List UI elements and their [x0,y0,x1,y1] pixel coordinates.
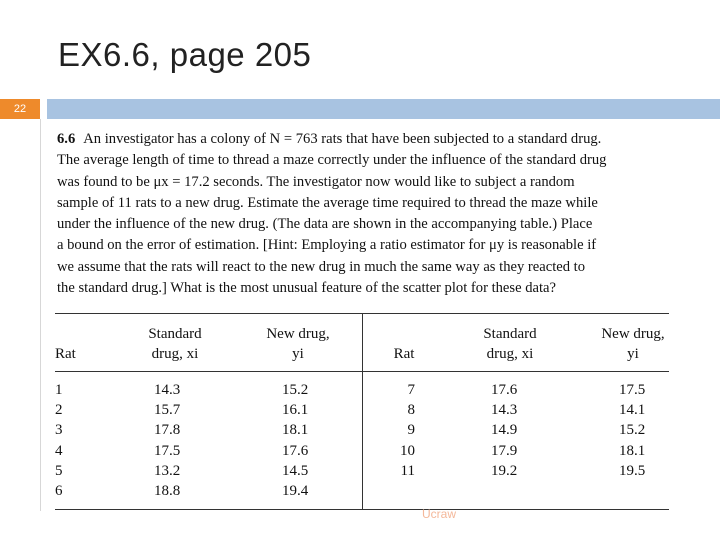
table-cell: 13.2 [154,462,181,479]
table-cell: 18.1 [282,422,309,439]
table-cell: 8 [407,402,415,419]
table-cell: 11 [400,462,415,479]
header-new-right: New drug, yi [601,326,665,362]
table-cell: 16.1 [282,402,309,419]
table-cell: 9 [407,422,415,439]
column-y-left [282,380,322,501]
title-bar-accent [47,99,720,119]
table-cell: 19.2 [491,462,518,479]
problem-line: 6.6 An investigator has a colony of N = 763 rats that have been subjected to a standard drug. [57,131,602,147]
table-cell: 4 [55,442,63,459]
problem-line: a bound on the error of estimation. [Hint: Employing a ratio estimator for μy is reasonable if [57,237,597,254]
title-bar [0,99,720,119]
table-cell: 15.7 [154,402,181,419]
problem-line: under the influence of the new drug. (The data are shown in the accompanying table.) Place [57,216,593,233]
header-new-left: New drug, yi [266,326,330,362]
table-cell: 15.2 [619,422,646,439]
table-cell: 14.3 [154,382,181,398]
table-cell: 7 [407,382,415,398]
middle-divider [362,314,363,509]
table-cell: 18.1 [619,442,646,459]
slide-title: EX6.6, page 205 [58,36,312,73]
table-cell: 6 [55,482,63,499]
slide-number: 22 [0,99,40,119]
problem-line: we assume that the rats will react to the new drug in much the same way as they reacted to [57,258,586,275]
table-cell: 2 [55,402,63,419]
table-cell: 3 [55,422,63,439]
table-cell: 10 [400,442,415,459]
problem-number: 6.6 [57,131,76,147]
problem-text [57,129,677,299]
problem-line: was found to be μx = 17.2 seconds. The investigator now would like to subject a random [57,173,575,190]
header-rat-right: Rat [393,346,415,362]
column-x-right [491,380,531,481]
table-cell: 17.8 [154,422,181,439]
table-cell: 14.9 [491,422,518,439]
table-cell: 15.2 [282,382,309,398]
table-cell: 17.6 [282,442,309,459]
header-standard-left: Standard drug, xi [148,326,202,362]
table-cell: 19.5 [619,462,646,479]
watermark-text: Ucraw [422,507,457,521]
table-cell: 19.4 [282,482,309,499]
problem-line: the standard drug.] What is the most unusual feature of the scatter plot for these data? [57,280,556,297]
table-cell: 14.1 [619,402,646,419]
table-cell: 17.9 [491,442,518,459]
table-cell: 17.5 [154,442,181,459]
problem-line: sample of 11 rats to a new drug. Estimate the average time required to thread the maze while [57,194,598,211]
left-divider [40,119,41,511]
table-cell: 5 [55,462,63,479]
table-cell: 14.5 [282,462,309,479]
table-cell: 17.6 [491,382,518,398]
table-cell: 17.5 [619,382,646,398]
column-rat-left [55,380,75,501]
problem-line: The average length of time to thread a maze correctly under the influence of the standard drug [57,152,607,169]
table-cell: 18.8 [154,482,181,499]
column-x-left [154,380,194,501]
table-cell: 14.3 [491,402,518,419]
header-rat-left: Rat [55,346,76,362]
table-cell: 1 [55,382,63,398]
header-standard-right: Standard drug, xi [483,326,537,362]
column-y-right [619,380,659,481]
column-rat-right [391,380,415,481]
data-table [55,313,669,510]
